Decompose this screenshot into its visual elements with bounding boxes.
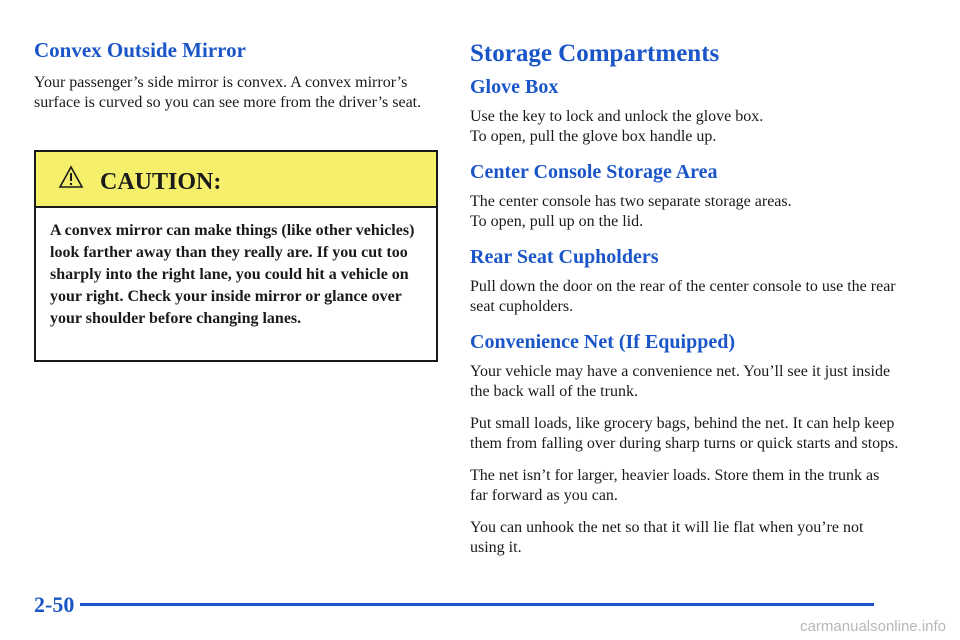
convenience-net-paragraph-4: You can unhook the net so that it will lie flat when you’re not using it. [470, 519, 864, 556]
section-convenience-net [470, 331, 900, 558]
convex-mirror-paragraph: Your passenger’s side mirror is convex. A convex mirror’s surface is curved so you can see more from the driver’s seat. [34, 74, 422, 111]
section-rear-cupholders [470, 246, 900, 317]
convenience-net-paragraph-1: Your vehicle may have a convenience net. You’ll see it just inside the back wall of the trunk. [470, 363, 891, 400]
center-console-line-1: The center console has two separate storage areas. [470, 193, 792, 210]
rear-cupholders-heading: Rear Seat Cupholders [470, 246, 659, 268]
caution-title: CAUTION: [100, 168, 222, 195]
glove-box-heading: Glove Box [470, 76, 559, 98]
section-center-console [470, 161, 900, 232]
center-console-line-2: To open, pull up on the lid. [470, 213, 644, 230]
convenience-net-paragraph-3: The net isn’t for larger, heavier loads. Store them in the trunk as far forward as you can. [470, 467, 880, 504]
caution-header [36, 152, 436, 208]
convenience-net-paragraph-2: Put small loads, like grocery bags, behind the net. It can help keep them from falling over during sharp turns or quick starts and stops. [470, 415, 899, 452]
center-console-heading: Center Console Storage Area [470, 161, 718, 183]
page-number: 2-50 [34, 592, 75, 617]
convex-mirror-heading: Convex Outside Mirror [34, 38, 246, 62]
glove-box-line-1: Use the key to lock and unlock the glove box. [470, 108, 764, 125]
watermark: carmanualsonline.info [800, 618, 946, 635]
glove-box-line-2: To open, pull the glove box handle up. [470, 128, 717, 145]
caution-box [34, 150, 438, 362]
center-console-paragraph [470, 192, 900, 232]
glove-box-paragraph [470, 107, 900, 147]
warning-triangle-icon [58, 165, 84, 194]
storage-compartments-title: Storage Compartments [470, 40, 720, 67]
right-column [470, 40, 900, 572]
footer-rule [80, 603, 874, 606]
convenience-net-heading: Convenience Net (If Equipped) [470, 331, 736, 353]
left-column [34, 38, 442, 125]
rear-cupholders-paragraph: Pull down the door on the rear of the center console to use the rear seat cupholders. [470, 278, 896, 315]
section-glove-box [470, 76, 900, 147]
caution-body: A convex mirror can make things (like other vehicles) look farther away than they really are. If you cut too sharply into the right lane, you could hit a vehicle on your right. Check your inside mirror or glance over your shoulder before changing lanes. [50, 222, 415, 327]
